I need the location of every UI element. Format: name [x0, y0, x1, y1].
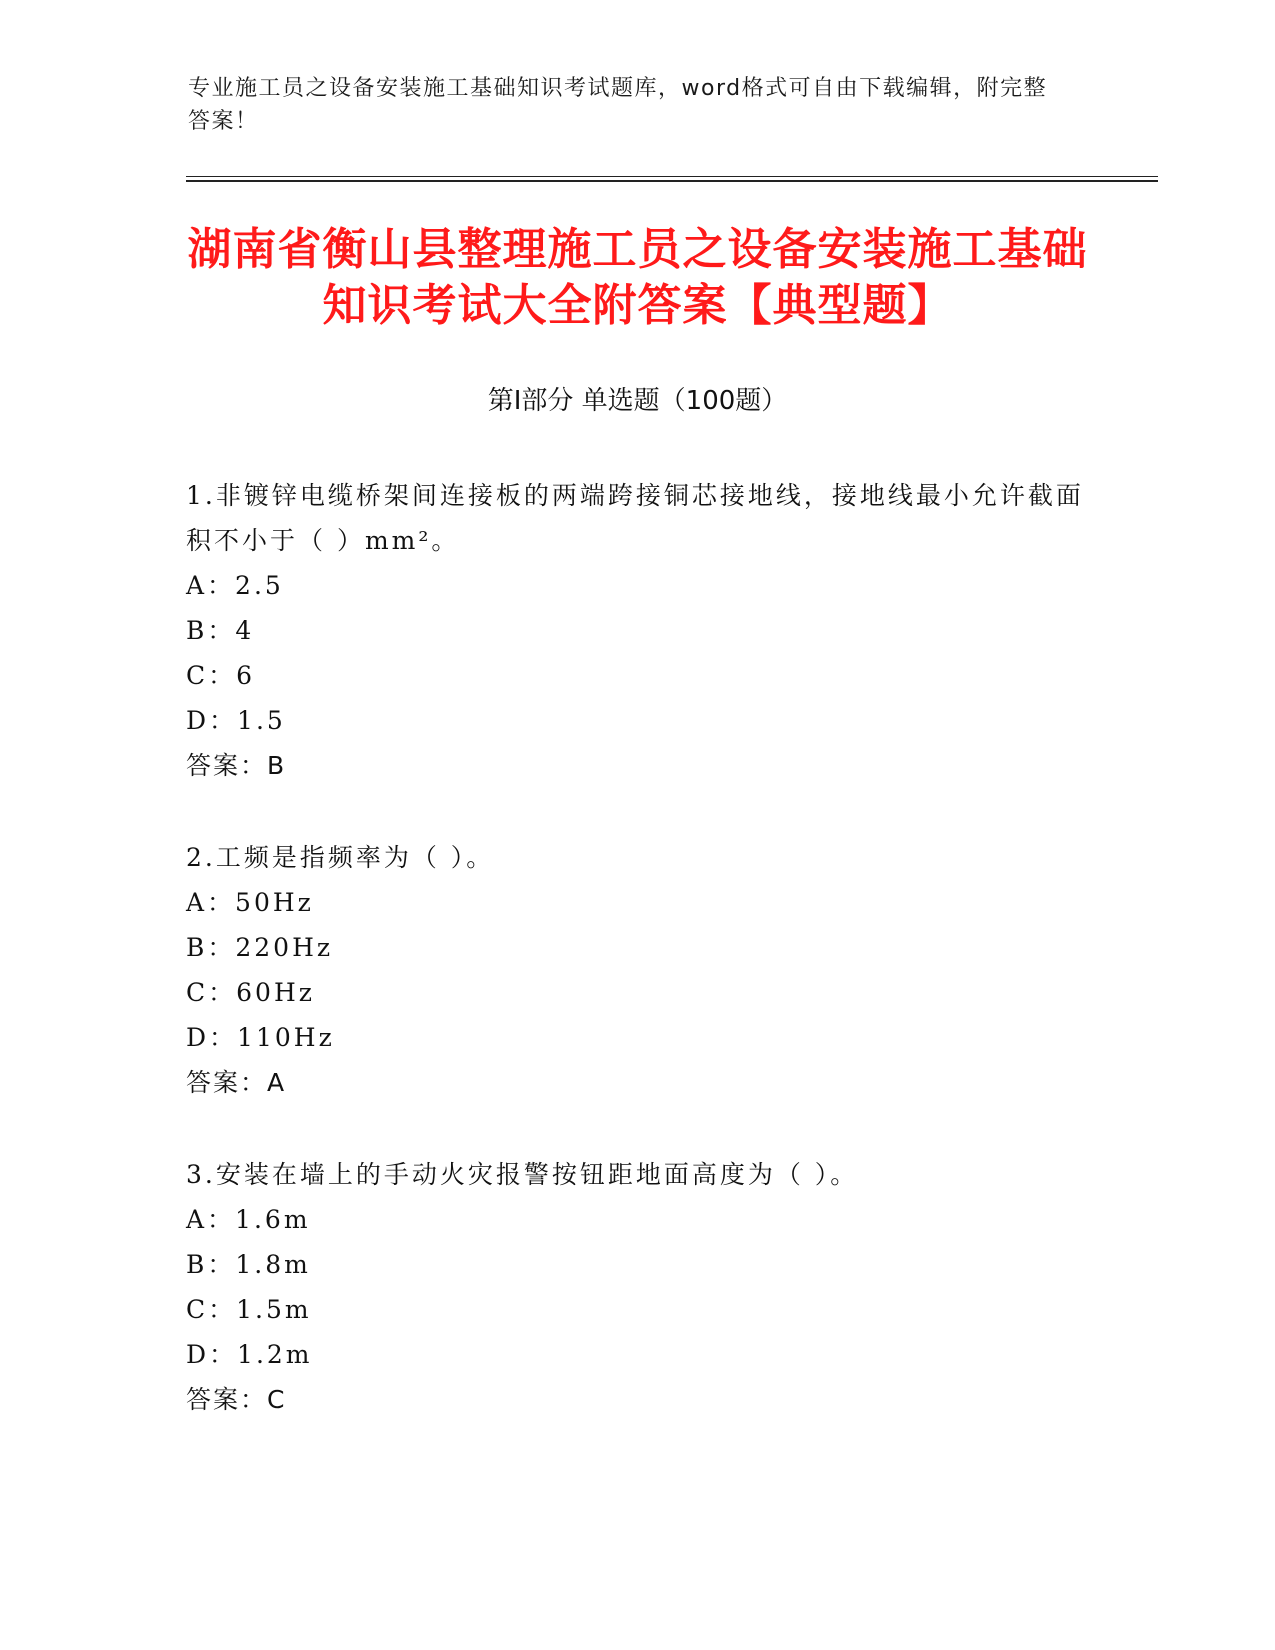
option-d: D：1.2m — [186, 1340, 313, 1369]
answer: 答案：C — [186, 1385, 287, 1414]
question-stem: 2.工频是指频率为（ ）。 — [186, 843, 495, 872]
option-d: D：1.5 — [186, 706, 286, 735]
option-c: C：1.5m — [186, 1295, 312, 1324]
option-b: B：1.8m — [186, 1250, 311, 1279]
answer: 答案：B — [186, 751, 287, 780]
question-list — [186, 473, 1086, 1432]
option-b: B：220Hz — [186, 933, 334, 962]
question-1 — [186, 473, 1086, 835]
header-note: 专业施工员之设备安装施工基础知识考试题库，word格式可自由下载编辑，附完整答案！ — [188, 76, 1048, 134]
question-3 — [186, 1152, 1086, 1432]
header-divider-thick — [186, 180, 1158, 182]
question-stem: 3.安装在墙上的手动火灾报警按钮距地面高度为（ ）。 — [186, 1160, 859, 1189]
answer: 答案：A — [186, 1068, 287, 1097]
header-divider-thin — [186, 176, 1158, 177]
option-c: C：6 — [186, 661, 256, 690]
option-a: A：50Hz — [186, 888, 314, 917]
section-heading: 第Ⅰ部分 单选题（100题） — [487, 386, 788, 416]
question-stem: 1.非镀锌电缆桥架间连接板的两端跨接铜芯接地线，接地线最小允许截面积不小于（ ）mm²。 — [186, 481, 1084, 555]
question-2 — [186, 835, 1086, 1152]
option-a: A：2.5 — [186, 571, 284, 600]
document-title: 湖南省衡山县整理施工员之设备安装施工基础知识考试大全附答案【典型题】 — [187, 224, 1088, 331]
option-a: A：1.6m — [186, 1205, 311, 1234]
option-c: C：60Hz — [186, 978, 315, 1007]
option-b: B：4 — [186, 616, 255, 645]
option-d: D：110Hz — [186, 1023, 335, 1052]
